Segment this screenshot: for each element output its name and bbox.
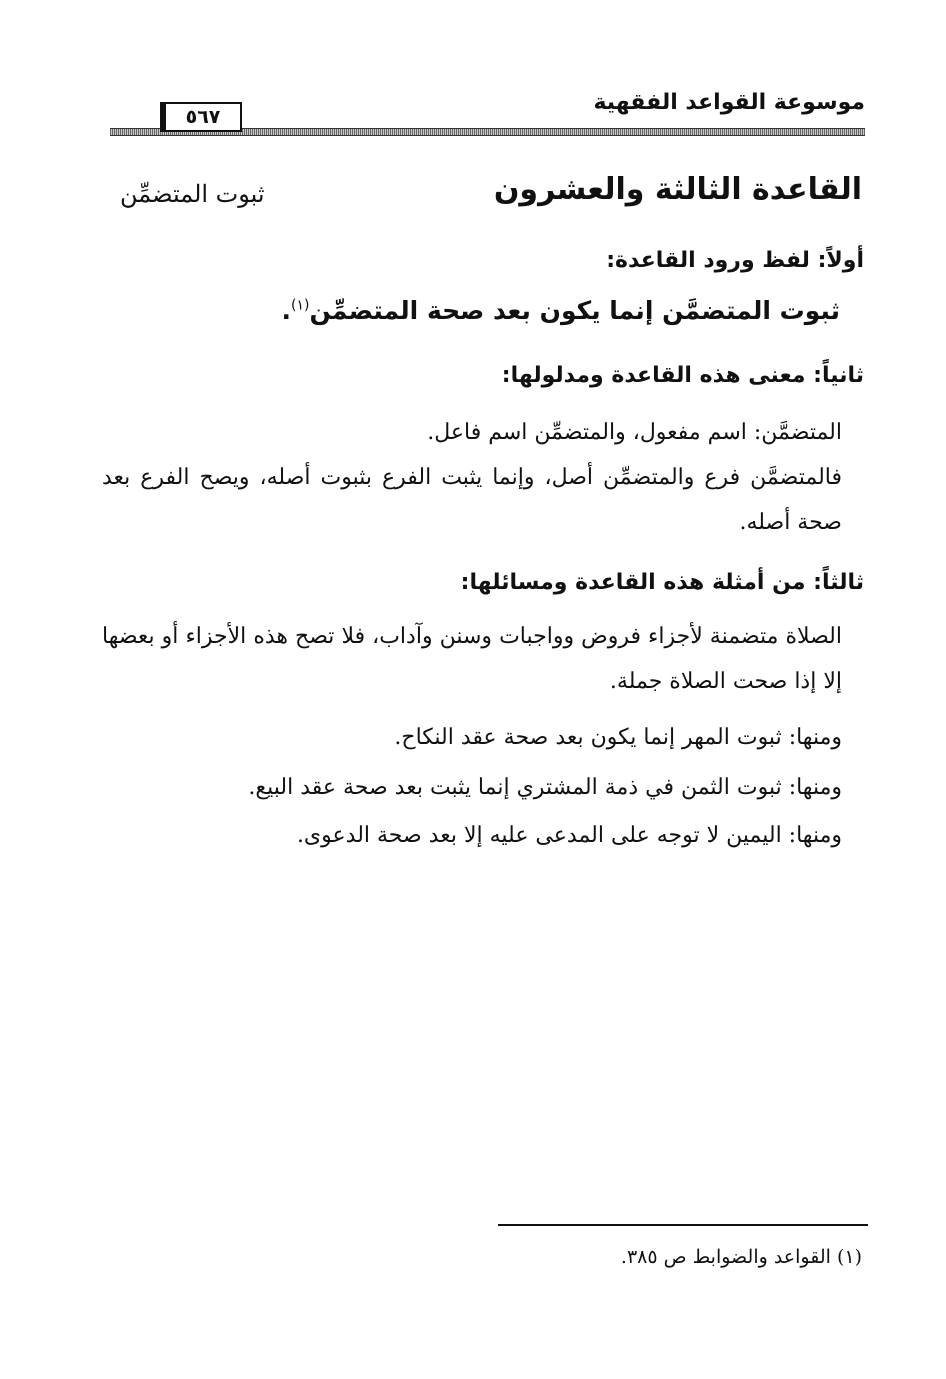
footnote: (١) القواعد والضوابط ص ٣٨٥. [620, 1246, 862, 1268]
section-heading-examples: ثالثاً: من أمثلة هذه القاعدة ومسائلها: [460, 570, 864, 595]
example-paragraph-2: ومنها: ثبوت المهر إنما يكون بعد صحة عقد النكاح. [394, 725, 842, 750]
running-header [110, 90, 865, 140]
example-paragraph-1: الصلاة متضمنة لأجزاء فروض وواجبات وسنن وآداب، فلا تصح هذه الأجزاء أو بعضها إلا إذا صحت الصلاة جملة. [102, 624, 842, 694]
rule-statement [281, 296, 840, 325]
meaning-paragraph-1: المتضمَّن: اسم مفعول، والمتضمِّن اسم فاعل. [427, 420, 842, 445]
footnote-ref[interactable]: (١) [290, 297, 310, 314]
example-paragraph-3: ومنها: ثبوت الثمن في ذمة المشتري إنما يثبت بعد صحة عقد البيع. [248, 775, 842, 800]
section-heading-wording: أولاً: لفظ ورود القاعدة: [606, 248, 864, 273]
meaning-paragraph-2: فالمتضمَّن فرع والمتضمِّن أصل، وإنما يثبت الفرع بثبوت أصله، ويصح الفرع بعد صحة أصله. [102, 465, 842, 535]
rule-title: القاعدة الثالثة والعشرون [493, 172, 862, 207]
book-title: موسوعة القواعد الفقهية [593, 90, 865, 115]
statement-text: ثبوت المتضمَّن إنما يكون بعد صحة المتضمِّن [309, 296, 840, 325]
page-number: ٥٦٧ [160, 102, 242, 132]
statement-end: . [281, 296, 291, 325]
example-paragraph-4: ومنها: اليمين لا توجه على المدعى عليه إلا بعد صحة الدعوى. [296, 823, 842, 848]
section-heading-meaning: ثانياً: معنى هذه القاعدة ومدلولها: [501, 363, 864, 388]
rule-short-name: ثبوت المتضمِّن [120, 180, 265, 208]
footnote-separator [498, 1224, 868, 1226]
